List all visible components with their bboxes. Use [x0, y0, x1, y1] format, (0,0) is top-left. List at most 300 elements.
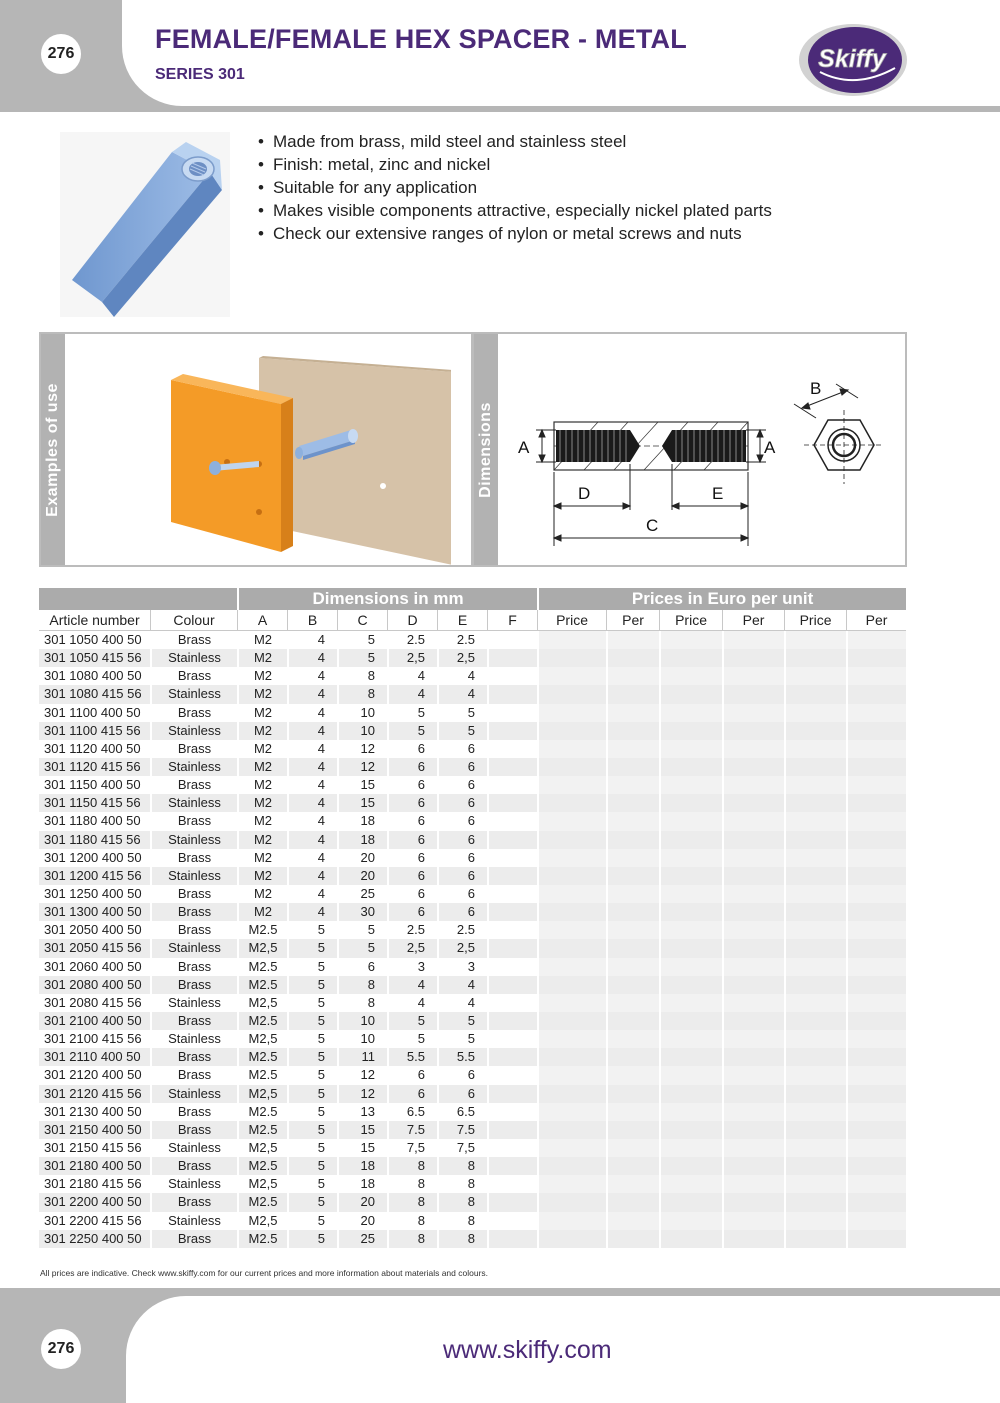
dim-e-cell: 6 [437, 758, 487, 776]
per-cell [606, 722, 659, 740]
per-cell [606, 667, 659, 685]
colour-cell: Stainless [150, 1030, 237, 1048]
price-cell [537, 849, 606, 867]
per-cell [722, 812, 784, 830]
per-cell [846, 649, 906, 667]
article-number-cell: 301 2180 400 50 [39, 1157, 150, 1175]
dim-c-cell: 15 [337, 794, 387, 812]
dim-b-cell: 5 [287, 1048, 337, 1066]
price-cell [659, 1030, 722, 1048]
per-cell [606, 1212, 659, 1230]
price-cell [659, 722, 722, 740]
dim-b-cell: 5 [287, 1103, 337, 1121]
feature-item: • Makes visible components attractive, especially nickel plated parts [258, 199, 772, 222]
dim-f-cell [487, 903, 537, 921]
dim-a-cell: M2 [237, 867, 287, 885]
column-header: Per [606, 610, 659, 631]
dim-a-cell: M2,5 [237, 1085, 287, 1103]
dim-f-cell [487, 1193, 537, 1211]
price-cell [784, 1012, 846, 1030]
per-cell [846, 704, 906, 722]
price-cell [537, 631, 606, 649]
dim-e-cell: 8 [437, 1175, 487, 1193]
per-cell [722, 776, 784, 794]
dim-a-cell: M2 [237, 812, 287, 830]
price-cell [784, 685, 846, 703]
per-cell [846, 1085, 906, 1103]
dim-c-cell: 10 [337, 1030, 387, 1048]
per-cell [722, 994, 784, 1012]
dim-a-cell: M2,5 [237, 994, 287, 1012]
dim-d-cell: 6 [387, 885, 437, 903]
per-cell [722, 939, 784, 957]
per-cell [606, 976, 659, 994]
article-number-cell: 301 2110 400 50 [39, 1048, 150, 1066]
price-cell [537, 776, 606, 794]
price-cell [784, 1175, 846, 1193]
article-number-cell: 301 1050 415 56 [39, 649, 150, 667]
examples-label: Examples of use [44, 382, 61, 517]
per-cell [722, 1139, 784, 1157]
dim-d-cell: 6 [387, 1066, 437, 1084]
dim-c-cell: 5 [337, 921, 387, 939]
colour-cell: Brass [150, 704, 237, 722]
dim-c-cell: 12 [337, 740, 387, 758]
colour-cell: Stainless [150, 649, 237, 667]
dim-c-cell: 10 [337, 1012, 387, 1030]
dim-f-cell [487, 939, 537, 957]
dim-d-cell: 8 [387, 1230, 437, 1248]
article-number-cell: 301 1250 400 50 [39, 885, 150, 903]
dim-d-cell: 5 [387, 704, 437, 722]
price-cell [784, 1066, 846, 1084]
dim-f-cell [487, 1212, 537, 1230]
per-cell [606, 685, 659, 703]
dim-d-cell: 6.5 [387, 1103, 437, 1121]
price-cell [537, 831, 606, 849]
article-number-cell: 301 1100 415 56 [39, 722, 150, 740]
dim-f-cell [487, 740, 537, 758]
colour-cell: Brass [150, 812, 237, 830]
price-cell [537, 939, 606, 957]
column-header: C [337, 610, 387, 631]
dim-e-cell: 6 [437, 849, 487, 867]
price-cell [784, 1230, 846, 1248]
dim-label-d: D [578, 484, 591, 503]
price-cell [659, 976, 722, 994]
per-cell [606, 939, 659, 957]
price-cell [659, 758, 722, 776]
dim-e-cell: 4 [437, 667, 487, 685]
price-cell [784, 1212, 846, 1230]
dim-e-cell: 7,5 [437, 1139, 487, 1157]
price-cell [784, 831, 846, 849]
price-cell [537, 976, 606, 994]
series-label: SERIES 301 [155, 66, 245, 83]
table-row [39, 1048, 906, 1066]
price-cell [784, 740, 846, 758]
per-cell [606, 994, 659, 1012]
price-cell [537, 812, 606, 830]
price-cell [784, 1085, 846, 1103]
price-cell [784, 867, 846, 885]
dim-d-cell: 8 [387, 1175, 437, 1193]
dim-a-cell: M2.5 [237, 1157, 287, 1175]
dim-a-cell: M2 [237, 740, 287, 758]
examples-panel [39, 332, 473, 567]
dim-c-cell: 5 [337, 631, 387, 649]
colour-cell: Stainless [150, 994, 237, 1012]
table-row [39, 994, 906, 1012]
dim-a-cell: M2 [237, 722, 287, 740]
colour-cell: Stainless [150, 794, 237, 812]
price-cell [659, 1085, 722, 1103]
column-header: F [487, 610, 537, 631]
table-row [39, 631, 906, 649]
per-cell [606, 776, 659, 794]
price-cell [659, 958, 722, 976]
article-number-cell: 301 2150 400 50 [39, 1121, 150, 1139]
per-cell [722, 704, 784, 722]
colour-cell: Brass [150, 631, 237, 649]
price-cell [537, 1175, 606, 1193]
dim-c-cell: 15 [337, 776, 387, 794]
article-number-cell: 301 1200 400 50 [39, 849, 150, 867]
dim-c-cell: 18 [337, 831, 387, 849]
dim-d-cell: 6 [387, 758, 437, 776]
price-cell [537, 1212, 606, 1230]
dim-b-cell: 4 [287, 885, 337, 903]
per-cell [846, 667, 906, 685]
dim-c-cell: 8 [337, 994, 387, 1012]
dim-e-cell: 5.5 [437, 1048, 487, 1066]
table-row [39, 1157, 906, 1175]
dim-f-cell [487, 958, 537, 976]
per-cell [846, 722, 906, 740]
per-cell [846, 831, 906, 849]
dim-d-cell: 4 [387, 685, 437, 703]
dim-b-cell: 5 [287, 1230, 337, 1248]
dim-c-cell: 5 [337, 649, 387, 667]
dim-c-cell: 25 [337, 1230, 387, 1248]
article-number-cell: 301 1180 400 50 [39, 812, 150, 830]
price-cell [659, 794, 722, 812]
article-number-cell: 301 2180 415 56 [39, 1175, 150, 1193]
dim-d-cell: 5 [387, 1030, 437, 1048]
table-row [39, 1139, 906, 1157]
article-number-cell: 301 1180 415 56 [39, 831, 150, 849]
dim-c-cell: 8 [337, 976, 387, 994]
price-cell [659, 649, 722, 667]
dim-c-cell: 10 [337, 722, 387, 740]
dim-d-cell: 7.5 [387, 1121, 437, 1139]
colour-cell: Brass [150, 1103, 237, 1121]
table-row [39, 794, 906, 812]
dim-a-cell: M2 [237, 631, 287, 649]
price-cell [659, 939, 722, 957]
price-cell [659, 1175, 722, 1193]
hex-spacer-product-image [60, 132, 230, 317]
per-cell [606, 1030, 659, 1048]
price-disclaimer: All prices are indicative. Check www.skiffy.com for our current prices and more information about materials and colours. [40, 1268, 489, 1278]
price-cell [537, 1085, 606, 1103]
dim-d-cell: 6 [387, 903, 437, 921]
dim-b-cell: 4 [287, 667, 337, 685]
dim-e-cell: 3 [437, 958, 487, 976]
page-number-badge: 276 [41, 34, 81, 74]
dim-b-cell: 5 [287, 1139, 337, 1157]
table-row [39, 1121, 906, 1139]
per-cell [722, 1103, 784, 1121]
price-cell [537, 758, 606, 776]
per-cell [606, 794, 659, 812]
feature-item: • Suitable for any application [258, 176, 772, 199]
dim-e-cell: 8 [437, 1193, 487, 1211]
column-header: Per [846, 610, 906, 631]
per-cell [846, 1157, 906, 1175]
dim-a-cell: M2 [237, 685, 287, 703]
dim-c-cell: 30 [337, 903, 387, 921]
dim-f-cell [487, 1157, 537, 1175]
dim-f-cell [487, 885, 537, 903]
colour-cell: Stainless [150, 1175, 237, 1193]
dim-d-cell: 5 [387, 1012, 437, 1030]
dim-e-cell: 4 [437, 994, 487, 1012]
price-cell [537, 667, 606, 685]
dim-a-cell: M2.5 [237, 1066, 287, 1084]
per-cell [606, 903, 659, 921]
per-cell [846, 1193, 906, 1211]
per-cell [722, 1030, 784, 1048]
price-cell [659, 885, 722, 903]
dim-f-cell [487, 667, 537, 685]
per-cell [606, 1085, 659, 1103]
price-cell [659, 1066, 722, 1084]
dim-a-cell: M2 [237, 649, 287, 667]
feature-list [258, 130, 772, 245]
article-number-cell: 301 2100 415 56 [39, 1030, 150, 1048]
examples-side-tab [41, 334, 65, 565]
dim-a-cell: M2 [237, 849, 287, 867]
per-cell [846, 1012, 906, 1030]
dim-d-cell: 8 [387, 1212, 437, 1230]
column-header: Price [784, 610, 846, 631]
colour-cell: Brass [150, 1157, 237, 1175]
price-cell [784, 758, 846, 776]
price-cell [784, 1139, 846, 1157]
price-cell [537, 903, 606, 921]
price-cell [784, 776, 846, 794]
price-cell [784, 885, 846, 903]
group-header-prices: Prices in Euro per unit [537, 588, 906, 610]
dim-b-cell: 4 [287, 704, 337, 722]
dim-f-cell [487, 704, 537, 722]
table-row [39, 812, 906, 830]
article-number-cell: 301 2200 415 56 [39, 1212, 150, 1230]
dim-label-b: B [810, 379, 822, 398]
colour-cell: Brass [150, 1048, 237, 1066]
per-cell [846, 776, 906, 794]
colour-cell: Brass [150, 976, 237, 994]
dim-d-cell: 6 [387, 831, 437, 849]
dim-c-cell: 8 [337, 685, 387, 703]
dim-a-cell: M2 [237, 776, 287, 794]
per-cell [722, 1048, 784, 1066]
table-row [39, 1066, 906, 1084]
dim-f-cell [487, 976, 537, 994]
dim-f-cell [487, 1121, 537, 1139]
per-cell [606, 1121, 659, 1139]
per-cell [606, 831, 659, 849]
per-cell [722, 921, 784, 939]
colour-cell: Stainless [150, 1139, 237, 1157]
dim-d-cell: 4 [387, 976, 437, 994]
per-cell [606, 740, 659, 758]
colour-cell: Stainless [150, 758, 237, 776]
price-cell [659, 1230, 722, 1248]
dim-f-cell [487, 831, 537, 849]
per-cell [846, 1175, 906, 1193]
per-cell [606, 885, 659, 903]
price-cell [537, 722, 606, 740]
group-header-blank [39, 588, 237, 610]
per-cell [722, 722, 784, 740]
dim-e-cell: 2,5 [437, 939, 487, 957]
article-number-cell: 301 2250 400 50 [39, 1230, 150, 1248]
dim-d-cell: 4 [387, 994, 437, 1012]
dim-label-a-right: A [764, 438, 776, 457]
table-row [39, 1030, 906, 1048]
per-cell [722, 1157, 784, 1175]
price-cell [659, 685, 722, 703]
dim-e-cell: 5 [437, 1012, 487, 1030]
dim-d-cell: 2.5 [387, 631, 437, 649]
dim-c-cell: 20 [337, 1212, 387, 1230]
price-cell [659, 903, 722, 921]
article-number-cell: 301 2060 400 50 [39, 958, 150, 976]
dim-e-cell: 2.5 [437, 921, 487, 939]
dim-b-cell: 4 [287, 722, 337, 740]
per-cell [722, 1085, 784, 1103]
dim-a-cell: M2 [237, 794, 287, 812]
colour-cell: Brass [150, 958, 237, 976]
colour-cell: Brass [150, 849, 237, 867]
article-number-cell: 301 2120 415 56 [39, 1085, 150, 1103]
column-header: Article number [39, 610, 150, 631]
table-row [39, 921, 906, 939]
price-cell [784, 667, 846, 685]
dim-d-cell: 6 [387, 812, 437, 830]
per-cell [846, 939, 906, 957]
column-header: Per [722, 610, 784, 631]
per-cell [846, 1230, 906, 1248]
price-cell [659, 776, 722, 794]
price-cell [659, 867, 722, 885]
per-cell [846, 1212, 906, 1230]
article-number-cell: 301 2080 400 50 [39, 976, 150, 994]
per-cell [606, 921, 659, 939]
dim-d-cell: 5.5 [387, 1048, 437, 1066]
dim-e-cell: 8 [437, 1157, 487, 1175]
per-cell [846, 867, 906, 885]
per-cell [606, 1139, 659, 1157]
logo-text: Skiffy [818, 45, 886, 73]
per-cell [606, 649, 659, 667]
dim-a-cell: M2.5 [237, 1193, 287, 1211]
website-link[interactable]: www.skiffy.com [443, 1336, 612, 1364]
price-cell [659, 994, 722, 1012]
table-row [39, 958, 906, 976]
dim-e-cell: 5 [437, 1030, 487, 1048]
price-cell [784, 939, 846, 957]
price-cell [537, 1048, 606, 1066]
dim-d-cell: 3 [387, 958, 437, 976]
price-cell [784, 849, 846, 867]
price-cell [537, 685, 606, 703]
dim-f-cell [487, 649, 537, 667]
dim-b-cell: 4 [287, 685, 337, 703]
per-cell [846, 903, 906, 921]
price-cell [537, 1193, 606, 1211]
dim-f-cell [487, 794, 537, 812]
table-row [39, 1230, 906, 1248]
per-cell [846, 1048, 906, 1066]
dim-a-cell: M2,5 [237, 1030, 287, 1048]
feature-item: • Check our extensive ranges of nylon or metal screws and nuts [258, 222, 772, 245]
colour-cell: Brass [150, 1121, 237, 1139]
article-number-cell: 301 2130 400 50 [39, 1103, 150, 1121]
per-cell [846, 849, 906, 867]
article-number-cell: 301 2050 415 56 [39, 939, 150, 957]
article-number-cell: 301 2120 400 50 [39, 1066, 150, 1084]
per-cell [846, 885, 906, 903]
price-cell [537, 994, 606, 1012]
table-row [39, 1103, 906, 1121]
per-cell [722, 794, 784, 812]
product-table [39, 588, 906, 1248]
dim-f-cell [487, 867, 537, 885]
table-row [39, 867, 906, 885]
price-cell [784, 903, 846, 921]
price-cell [784, 1157, 846, 1175]
dim-d-cell: 2.5 [387, 921, 437, 939]
per-cell [722, 631, 784, 649]
dim-d-cell: 7,5 [387, 1139, 437, 1157]
price-cell [784, 794, 846, 812]
article-number-cell: 301 1100 400 50 [39, 704, 150, 722]
colour-cell: Brass [150, 667, 237, 685]
per-cell [722, 976, 784, 994]
dim-d-cell: 4 [387, 667, 437, 685]
dim-a-cell: M2 [237, 704, 287, 722]
dim-e-cell: 6 [437, 812, 487, 830]
per-cell [846, 794, 906, 812]
table-row [39, 1085, 906, 1103]
dim-a-cell: M2,5 [237, 1212, 287, 1230]
per-cell [722, 903, 784, 921]
table-row [39, 1012, 906, 1030]
page-title: FEMALE/FEMALE HEX SPACER - METAL [155, 24, 687, 54]
per-cell [722, 1212, 784, 1230]
dim-f-cell [487, 758, 537, 776]
dimensions-panel [472, 332, 907, 567]
dim-b-cell: 4 [287, 758, 337, 776]
per-cell [722, 1193, 784, 1211]
per-cell [846, 631, 906, 649]
dim-d-cell: 6 [387, 740, 437, 758]
dim-b-cell: 5 [287, 939, 337, 957]
dim-e-cell: 5 [437, 722, 487, 740]
